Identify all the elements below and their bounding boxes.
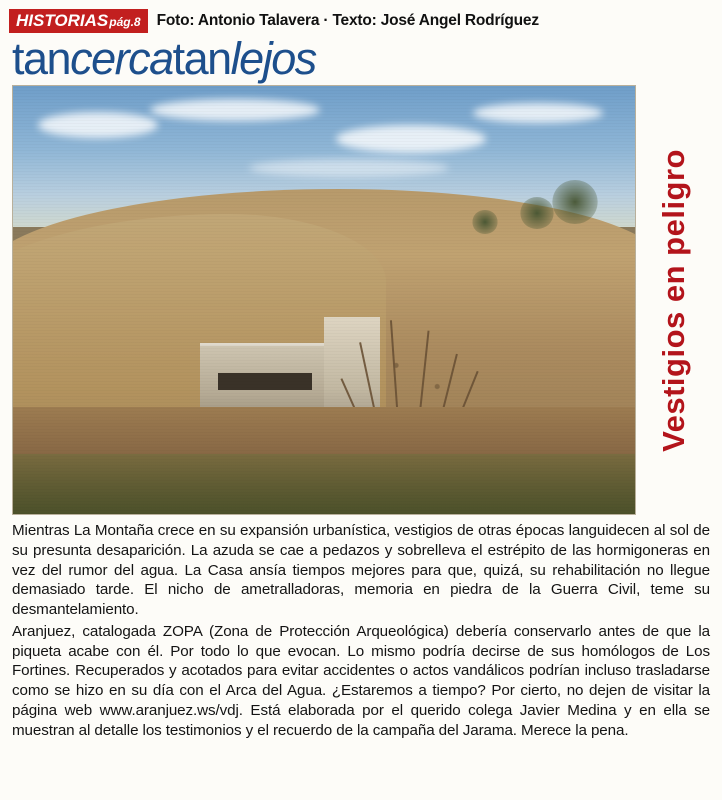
- article-paragraph-2: Aranjuez, catalogada ZOPA (Zona de Protección Arqueológica) debería conservarlo antes de que la piqueta acabe con él. Por todo lo que evocan. Lo mismo podría decirse de sus homólogos de Los Fortines. Recuperados y acotados para evitar accidentes o actos vandálicos podrían incluso trasladarse como se hizo en su día con el Arca del Agua. ¿Estaremos a tiempo? Por cierto, no dejen de visitar la página web www.aranjuez.ws/vdj. Está elaborada por el querido colega Javier Medina y en ella se muestran al detalle los testimonios y el recuerdo de la campaña del Jarama. Merece la pena.: [12, 622, 710, 739]
- cloud-shape: [38, 112, 158, 138]
- photo-area: [0, 85, 722, 515]
- section-badge: [10, 10, 147, 32]
- cloud-shape: [249, 159, 449, 177]
- photo-foreground-vegetation: [13, 454, 635, 514]
- article-body: [0, 515, 722, 745]
- section-badge-label: HISTORIAS: [16, 11, 109, 30]
- title-wrap: [0, 34, 722, 85]
- title-part-tan-2: tan: [172, 33, 231, 84]
- photo-bunker-embrasure: [218, 373, 311, 390]
- vertical-headline-text: Vestigios en peligro: [655, 148, 691, 452]
- vertical-headline: [636, 85, 710, 515]
- cloud-shape: [150, 99, 320, 121]
- photo-tree: [552, 180, 598, 224]
- cloud-shape: [336, 125, 486, 153]
- title-part-lejos: lejos: [230, 33, 316, 84]
- title-part-cerca: cerca: [70, 33, 173, 84]
- header-row: [0, 0, 722, 34]
- section-badge-page: pág.8: [109, 15, 141, 29]
- credits-line: Foto: Antonio Talavera · Texto: José Angel Rodríguez: [156, 12, 539, 29]
- bunker-hill-photo: [12, 85, 636, 515]
- article-paragraph-1: Mientras La Montaña crece en su expansión urbanística, vestigios de otras épocas languidecen al sol de su presunta desaparición. La azuda se cae a pedazos y sobrelleva el estrépito de las hormigoneras en vez del rumor del agua. La Casa ansía tiempos mejores para que, quizá, su rehabilitación no llegue demasiado tarde. El nicho de ametralladoras, memoria en piedra de la Guerra Civil, teme su desmantelamiento.: [12, 522, 710, 618]
- title-part-tan-1: tan: [12, 33, 71, 84]
- page-title: [12, 33, 722, 84]
